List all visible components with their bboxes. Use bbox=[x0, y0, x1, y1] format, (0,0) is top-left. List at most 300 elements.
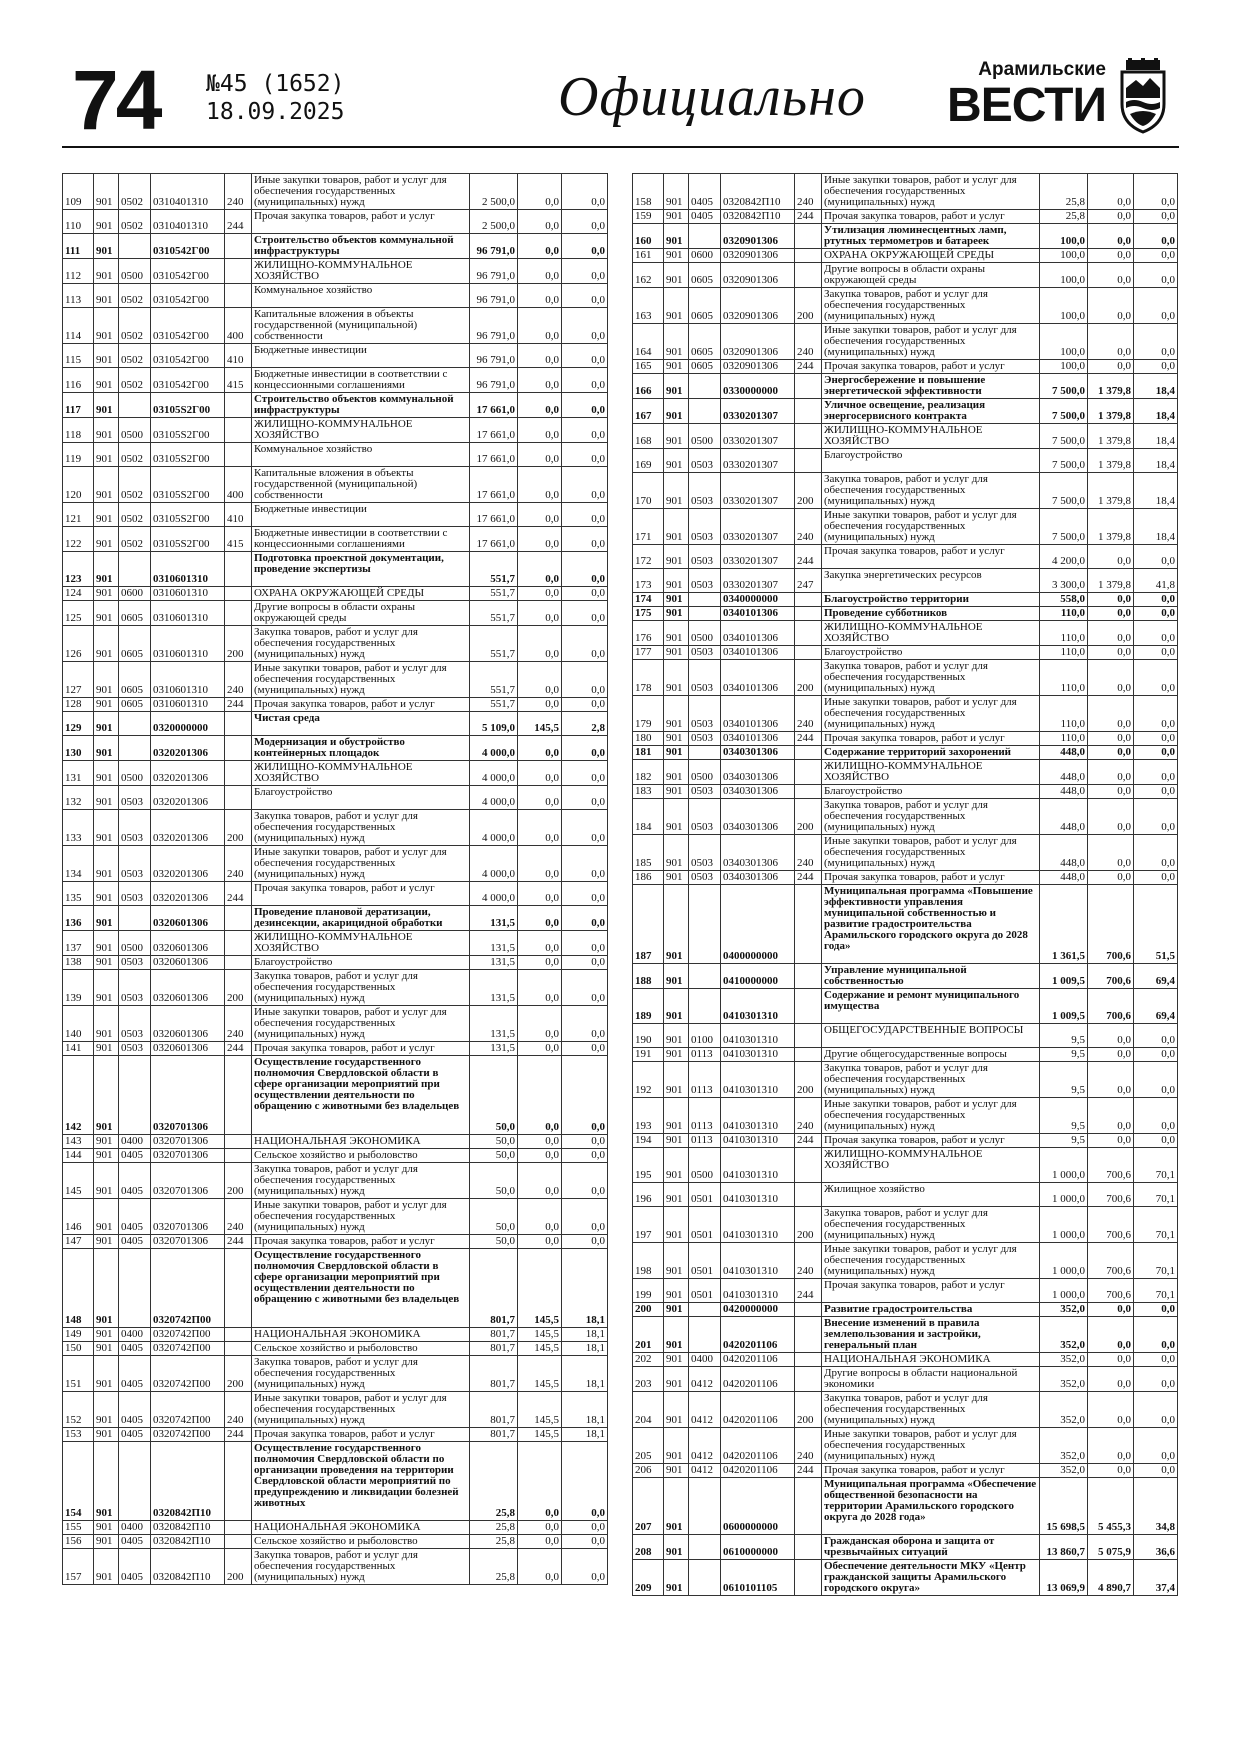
section-code bbox=[119, 1442, 151, 1521]
table-row bbox=[63, 1249, 608, 1328]
planned-amount: 17 661,0 bbox=[470, 467, 518, 503]
expense-type-code bbox=[225, 786, 252, 810]
section-code: 0605 bbox=[119, 662, 151, 698]
target-article-code: 0320201306 bbox=[151, 882, 225, 906]
planned-amount: 15 698,5 bbox=[1040, 1478, 1088, 1535]
section-code: 0605 bbox=[119, 698, 151, 712]
execution-percent: 70,1 bbox=[1134, 1148, 1178, 1183]
target-article-code: 0410301310 bbox=[721, 989, 795, 1024]
planned-amount: 801,7 bbox=[470, 1356, 518, 1392]
row-name: Муниципальная программа «Повышение эффективности управления муниципальной собственностью и развитие градостроительства Арамильского городского округа до 2028 года» bbox=[822, 885, 1040, 964]
executed-amount: 0,0 bbox=[518, 234, 562, 259]
execution-percent: 0,0 bbox=[1134, 660, 1178, 696]
row-number: 190 bbox=[633, 1024, 664, 1048]
target-article-code: 0410301310 bbox=[721, 1243, 795, 1279]
planned-amount: 7 500,0 bbox=[1040, 374, 1088, 399]
row-name: Закупка энергетических ресурсов bbox=[822, 569, 1040, 593]
target-article-code: 0320201306 bbox=[151, 810, 225, 846]
execution-percent: 18,4 bbox=[1134, 399, 1178, 424]
admin-code: 901 bbox=[664, 732, 689, 746]
table-row bbox=[63, 1535, 608, 1549]
executed-amount: 0,0 bbox=[518, 1163, 562, 1199]
executed-amount: 0,0 bbox=[1088, 607, 1134, 621]
section-code bbox=[689, 1560, 721, 1596]
section-code bbox=[689, 989, 721, 1024]
planned-amount: 13 069,9 bbox=[1040, 1560, 1088, 1596]
target-article-code: 0310601310 bbox=[151, 662, 225, 698]
row-name: Прочая закупка товаров, работ и услуг bbox=[822, 732, 1040, 746]
admin-code: 901 bbox=[94, 786, 119, 810]
target-article-code: 0320842П10 bbox=[721, 174, 795, 210]
row-number: 207 bbox=[633, 1478, 664, 1535]
target-article-code: 0420201106 bbox=[721, 1464, 795, 1478]
row-number: 145 bbox=[63, 1163, 94, 1199]
execution-percent: 18,1 bbox=[562, 1342, 608, 1356]
row-number: 117 bbox=[63, 393, 94, 418]
row-number: 167 bbox=[633, 399, 664, 424]
execution-percent: 0,0 bbox=[1134, 593, 1178, 607]
table-row bbox=[63, 761, 608, 786]
row-number: 172 bbox=[633, 545, 664, 569]
execution-percent: 18,4 bbox=[1134, 424, 1178, 449]
planned-amount: 50,0 bbox=[470, 1235, 518, 1249]
row-number: 184 bbox=[633, 799, 664, 835]
table-row bbox=[63, 1328, 608, 1342]
section-code bbox=[689, 885, 721, 964]
executed-amount: 700,6 bbox=[1088, 1207, 1134, 1243]
row-name: Сельское хозяйство и рыболовство bbox=[252, 1342, 470, 1356]
executed-amount: 0,0 bbox=[518, 1549, 562, 1585]
admin-code: 901 bbox=[664, 1303, 689, 1317]
row-name: Иные закупки товаров, работ и услуг для обеспечения государственных (муниципальных) нужд bbox=[252, 1392, 470, 1428]
row-number: 120 bbox=[63, 467, 94, 503]
executed-amount: 145,5 bbox=[518, 1392, 562, 1428]
table-row bbox=[63, 1235, 608, 1249]
newspaper-logo bbox=[946, 56, 1172, 134]
row-name: Закупка товаров, работ и услуг для обеспечения государственных (муниципальных) нужд bbox=[822, 1062, 1040, 1098]
executed-amount: 700,6 bbox=[1088, 964, 1134, 989]
expense-type-code bbox=[795, 263, 822, 288]
expense-type-code bbox=[225, 1328, 252, 1342]
section-code: 0113 bbox=[689, 1098, 721, 1134]
row-name: Муниципальная программа «Обеспечение общественной безопасности на территории Арамильского городского округа до 2028 года» bbox=[822, 1478, 1040, 1535]
section-code: 0503 bbox=[119, 1006, 151, 1042]
execution-percent: 0,0 bbox=[1134, 732, 1178, 746]
admin-code: 901 bbox=[94, 1042, 119, 1056]
table-row bbox=[63, 882, 608, 906]
admin-code: 901 bbox=[94, 1535, 119, 1549]
executed-amount: 0,0 bbox=[1088, 593, 1134, 607]
row-name: Иные закупки товаров, работ и услуг для обеспечения государственных (муниципальных) нужд bbox=[822, 835, 1040, 871]
table-row bbox=[63, 234, 608, 259]
row-number: 139 bbox=[63, 970, 94, 1006]
planned-amount: 551,7 bbox=[470, 552, 518, 587]
executed-amount: 700,6 bbox=[1088, 1279, 1134, 1303]
execution-percent: 0,0 bbox=[1134, 1317, 1178, 1353]
section-code: 0503 bbox=[689, 509, 721, 545]
planned-amount: 352,0 bbox=[1040, 1464, 1088, 1478]
target-article-code: 0320601306 bbox=[151, 956, 225, 970]
planned-amount: 1 000,0 bbox=[1040, 1183, 1088, 1207]
planned-amount: 9,5 bbox=[1040, 1062, 1088, 1098]
row-number: 178 bbox=[633, 660, 664, 696]
planned-amount: 110,0 bbox=[1040, 646, 1088, 660]
expense-type-code: 400 bbox=[225, 467, 252, 503]
planned-amount: 110,0 bbox=[1040, 696, 1088, 732]
planned-amount: 17 661,0 bbox=[470, 527, 518, 552]
admin-code: 901 bbox=[664, 249, 689, 263]
planned-amount: 7 500,0 bbox=[1040, 473, 1088, 509]
execution-percent: 0,0 bbox=[562, 284, 608, 308]
expense-type-code bbox=[795, 1535, 822, 1560]
execution-percent: 18,4 bbox=[1134, 473, 1178, 509]
row-name: Иные закупки товаров, работ и услуг для обеспечения государственных (муниципальных) нужд bbox=[822, 324, 1040, 360]
row-number: 110 bbox=[63, 210, 94, 234]
table-row bbox=[63, 1521, 608, 1535]
execution-percent: 0,0 bbox=[1134, 1134, 1178, 1148]
row-name: ОХРАНА ОКРУЖАЮЩЕЙ СРЕДЫ bbox=[252, 587, 470, 601]
expense-type-code bbox=[795, 1478, 822, 1535]
admin-code: 901 bbox=[94, 467, 119, 503]
section-code: 0500 bbox=[119, 418, 151, 443]
row-number: 114 bbox=[63, 308, 94, 344]
expense-type-code: 240 bbox=[795, 174, 822, 210]
section-code: 0100 bbox=[689, 1024, 721, 1048]
table-row bbox=[63, 1163, 608, 1199]
target-article-code: 0340301306 bbox=[721, 746, 795, 760]
executed-amount: 0,0 bbox=[1088, 360, 1134, 374]
budget-table-left bbox=[62, 173, 608, 1585]
row-name: НАЦИОНАЛЬНАЯ ЭКОНОМИКА bbox=[822, 1353, 1040, 1367]
row-name: Благоустройство территории bbox=[822, 593, 1040, 607]
target-article-code: 0320701306 bbox=[151, 1163, 225, 1199]
section-code: 0605 bbox=[689, 288, 721, 324]
planned-amount: 1 009,5 bbox=[1040, 964, 1088, 989]
execution-percent: 0,0 bbox=[562, 662, 608, 698]
row-number: 122 bbox=[63, 527, 94, 552]
admin-code: 901 bbox=[94, 1521, 119, 1535]
execution-percent: 0,0 bbox=[1134, 871, 1178, 885]
section-code: 0400 bbox=[119, 1328, 151, 1342]
row-number: 199 bbox=[633, 1279, 664, 1303]
table-row bbox=[633, 1098, 1178, 1134]
target-article-code: 0320901306 bbox=[721, 288, 795, 324]
row-name: Закупка товаров, работ и услуг для обеспечения государственных (муниципальных) нужд bbox=[252, 970, 470, 1006]
row-name: Бюджетные инвестиции в соответствии с концессионными соглашениями bbox=[252, 527, 470, 552]
admin-code: 901 bbox=[94, 284, 119, 308]
target-article-code: 0330201307 bbox=[721, 569, 795, 593]
row-name: Закупка товаров, работ и услуг для обеспечения государственных (муниципальных) нужд bbox=[822, 1392, 1040, 1428]
executed-amount: 0,0 bbox=[518, 552, 562, 587]
planned-amount: 131,5 bbox=[470, 970, 518, 1006]
planned-amount: 801,7 bbox=[470, 1342, 518, 1356]
section-code bbox=[689, 1303, 721, 1317]
row-number: 143 bbox=[63, 1135, 94, 1149]
section-code bbox=[119, 736, 151, 761]
section-code: 0502 bbox=[119, 503, 151, 527]
target-article-code: 0320201306 bbox=[151, 786, 225, 810]
planned-amount: 551,7 bbox=[470, 587, 518, 601]
table-row bbox=[633, 871, 1178, 885]
executed-amount: 0,0 bbox=[518, 662, 562, 698]
row-number: 198 bbox=[633, 1243, 664, 1279]
execution-percent: 70,1 bbox=[1134, 1279, 1178, 1303]
row-number: 144 bbox=[63, 1149, 94, 1163]
admin-code: 901 bbox=[664, 1134, 689, 1148]
admin-code: 901 bbox=[664, 360, 689, 374]
target-article-code: 0340301306 bbox=[721, 871, 795, 885]
row-name: Бюджетные инвестиции bbox=[252, 503, 470, 527]
row-number: 181 bbox=[633, 746, 664, 760]
row-name: Иные закупки товаров, работ и услуг для обеспечения государственных (муниципальных) нужд bbox=[822, 174, 1040, 210]
admin-code: 901 bbox=[664, 263, 689, 288]
planned-amount: 448,0 bbox=[1040, 835, 1088, 871]
admin-code: 901 bbox=[664, 288, 689, 324]
admin-code: 901 bbox=[94, 1006, 119, 1042]
target-article-code: 0410301310 bbox=[721, 1098, 795, 1134]
execution-percent: 69,4 bbox=[1134, 964, 1178, 989]
logo-bottom-text: ВЕСТИ bbox=[947, 79, 1106, 132]
target-article-code: 0340301306 bbox=[721, 799, 795, 835]
table-row bbox=[633, 835, 1178, 871]
table-row bbox=[633, 1243, 1178, 1279]
expense-type-code bbox=[225, 587, 252, 601]
section-code bbox=[689, 1317, 721, 1353]
row-name: Закупка товаров, работ и услуг для обеспечения государственных (муниципальных) нужд bbox=[252, 1549, 470, 1585]
row-name: Прочая закупка товаров, работ и услуг bbox=[822, 871, 1040, 885]
row-number: 155 bbox=[63, 1521, 94, 1535]
target-article-code: 0320742П00 bbox=[151, 1328, 225, 1342]
execution-percent: 0,0 bbox=[1134, 799, 1178, 835]
table-row bbox=[63, 1199, 608, 1235]
admin-code: 901 bbox=[94, 527, 119, 552]
target-article-code: 0330201307 bbox=[721, 424, 795, 449]
row-number: 121 bbox=[63, 503, 94, 527]
section-code: 0503 bbox=[119, 1042, 151, 1056]
section-code: 0605 bbox=[119, 601, 151, 626]
executed-amount: 0,0 bbox=[518, 418, 562, 443]
expense-type-code: 200 bbox=[795, 1207, 822, 1243]
execution-percent: 2,8 bbox=[562, 712, 608, 736]
target-article-code: 0320701306 bbox=[151, 1135, 225, 1149]
row-number: 112 bbox=[63, 259, 94, 284]
section-code: 0400 bbox=[119, 1135, 151, 1149]
admin-code: 901 bbox=[664, 760, 689, 785]
row-name: Прочая закупка товаров, работ и услуг bbox=[822, 210, 1040, 224]
expense-type-code: 240 bbox=[225, 1392, 252, 1428]
target-article-code: 0310401310 bbox=[151, 174, 225, 210]
row-name: Прочая закупка товаров, работ и услуг bbox=[252, 698, 470, 712]
executed-amount: 0,0 bbox=[518, 1149, 562, 1163]
target-article-code: 0320901306 bbox=[721, 249, 795, 263]
execution-percent: 0,0 bbox=[1134, 696, 1178, 732]
executed-amount: 4 890,7 bbox=[1088, 1560, 1134, 1596]
target-article-code: 0410301310 bbox=[721, 1279, 795, 1303]
execution-percent: 0,0 bbox=[1134, 174, 1178, 210]
row-name: Прочая закупка товаров, работ и услуг bbox=[252, 1235, 470, 1249]
row-name: Иные закупки товаров, работ и услуг для обеспечения государственных (муниципальных) нужд bbox=[252, 1006, 470, 1042]
admin-code: 901 bbox=[664, 1367, 689, 1392]
table-row bbox=[63, 467, 608, 503]
target-article-code: 0320901306 bbox=[721, 263, 795, 288]
section-code bbox=[689, 374, 721, 399]
executed-amount: 145,5 bbox=[518, 1342, 562, 1356]
section-code bbox=[689, 224, 721, 249]
executed-amount: 1 379,8 bbox=[1088, 473, 1134, 509]
admin-code: 901 bbox=[94, 970, 119, 1006]
section-code bbox=[689, 1535, 721, 1560]
executed-amount: 0,0 bbox=[518, 626, 562, 662]
row-name: Иные закупки товаров, работ и услуг для обеспечения государственных (муниципальных) нужд bbox=[252, 846, 470, 882]
admin-code: 901 bbox=[94, 601, 119, 626]
table-row bbox=[633, 249, 1178, 263]
executed-amount: 0,0 bbox=[1088, 799, 1134, 835]
execution-percent: 0,0 bbox=[562, 1442, 608, 1521]
row-name: Содержание территорий захоронений bbox=[822, 746, 1040, 760]
planned-amount: 25,8 bbox=[470, 1535, 518, 1549]
admin-code: 901 bbox=[664, 1183, 689, 1207]
admin-code: 901 bbox=[94, 626, 119, 662]
execution-percent: 18,4 bbox=[1134, 449, 1178, 473]
planned-amount: 4 000,0 bbox=[470, 810, 518, 846]
row-name: Закупка товаров, работ и услуг для обеспечения государственных (муниципальных) нужд bbox=[252, 1163, 470, 1199]
target-article-code: 0310542Г00 bbox=[151, 234, 225, 259]
row-number: 151 bbox=[63, 1356, 94, 1392]
row-number: 152 bbox=[63, 1392, 94, 1428]
target-article-code: 0410301310 bbox=[721, 1062, 795, 1098]
execution-percent: 0,0 bbox=[562, 1235, 608, 1249]
execution-percent: 18,1 bbox=[562, 1392, 608, 1428]
row-name: Прочая закупка товаров, работ и услуг bbox=[822, 1464, 1040, 1478]
issue-info bbox=[206, 70, 344, 126]
section-code: 0503 bbox=[689, 449, 721, 473]
executed-amount: 0,0 bbox=[1088, 732, 1134, 746]
planned-amount: 4 200,0 bbox=[1040, 545, 1088, 569]
executed-amount: 0,0 bbox=[1088, 871, 1134, 885]
execution-percent: 34,8 bbox=[1134, 1478, 1178, 1535]
admin-code: 901 bbox=[94, 344, 119, 368]
row-name: Сельское хозяйство и рыболовство bbox=[252, 1535, 470, 1549]
target-article-code: 0340301306 bbox=[721, 760, 795, 785]
executed-amount: 0,0 bbox=[1088, 210, 1134, 224]
table-row bbox=[633, 288, 1178, 324]
target-article-code: 0320742П00 bbox=[151, 1342, 225, 1356]
planned-amount: 4 000,0 bbox=[470, 846, 518, 882]
table-row bbox=[633, 1317, 1178, 1353]
planned-amount: 50,0 bbox=[470, 1149, 518, 1163]
table-row bbox=[63, 587, 608, 601]
table-row bbox=[633, 174, 1178, 210]
expense-type-code: 244 bbox=[225, 698, 252, 712]
execution-percent: 0,0 bbox=[562, 393, 608, 418]
section-code bbox=[689, 1478, 721, 1535]
planned-amount: 352,0 bbox=[1040, 1317, 1088, 1353]
admin-code: 901 bbox=[664, 1279, 689, 1303]
row-name: Внесение изменений в правила землепользования и застройки, генеральный план bbox=[822, 1317, 1040, 1353]
table-row bbox=[633, 210, 1178, 224]
row-name: Управление муниципальной собственностью bbox=[822, 964, 1040, 989]
expense-type-code: 200 bbox=[795, 1062, 822, 1098]
table-row bbox=[63, 956, 608, 970]
execution-percent: 0,0 bbox=[562, 761, 608, 786]
row-number: 201 bbox=[633, 1317, 664, 1353]
execution-percent: 0,0 bbox=[1134, 1392, 1178, 1428]
section-code: 0500 bbox=[689, 760, 721, 785]
target-article-code: 0320742П00 bbox=[151, 1356, 225, 1392]
table-row bbox=[633, 1353, 1178, 1367]
planned-amount: 96 791,0 bbox=[470, 308, 518, 344]
section-code: 0600 bbox=[689, 249, 721, 263]
executed-amount: 0,0 bbox=[1088, 1303, 1134, 1317]
section-code: 0503 bbox=[689, 646, 721, 660]
target-article-code: 03105S2Г00 bbox=[151, 503, 225, 527]
expense-type-code bbox=[225, 906, 252, 931]
executed-amount: 0,0 bbox=[518, 1056, 562, 1135]
executed-amount: 0,0 bbox=[1088, 1317, 1134, 1353]
target-article-code: 0320742П00 bbox=[151, 1249, 225, 1328]
planned-amount: 50,0 bbox=[470, 1163, 518, 1199]
expense-type-code: 240 bbox=[795, 324, 822, 360]
executed-amount: 0,0 bbox=[1088, 746, 1134, 760]
row-name: Прочая закупка товаров, работ и услуг bbox=[822, 360, 1040, 374]
row-number: 209 bbox=[633, 1560, 664, 1596]
execution-percent: 0,0 bbox=[562, 1199, 608, 1235]
row-number: 137 bbox=[63, 931, 94, 956]
table-row bbox=[633, 473, 1178, 509]
row-name: Сельское хозяйство и рыболовство bbox=[252, 1149, 470, 1163]
target-article-code: 0600000000 bbox=[721, 1478, 795, 1535]
planned-amount: 7 500,0 bbox=[1040, 424, 1088, 449]
expense-type-code bbox=[225, 712, 252, 736]
target-article-code: 0410000000 bbox=[721, 964, 795, 989]
expense-type-code bbox=[225, 736, 252, 761]
executed-amount: 0,0 bbox=[518, 1135, 562, 1149]
target-article-code: 0420201106 bbox=[721, 1317, 795, 1353]
row-number: 191 bbox=[633, 1048, 664, 1062]
execution-percent: 0,0 bbox=[562, 418, 608, 443]
row-number: 187 bbox=[633, 885, 664, 964]
row-name: Иные закупки товаров, работ и услуг для обеспечения государственных (муниципальных) нужд bbox=[822, 1428, 1040, 1464]
section-code: 0502 bbox=[119, 368, 151, 393]
expense-type-code: 244 bbox=[795, 210, 822, 224]
planned-amount: 551,7 bbox=[470, 601, 518, 626]
section-code bbox=[119, 1249, 151, 1328]
admin-code: 901 bbox=[664, 569, 689, 593]
row-name: Содержание и ремонт муниципального имущества bbox=[822, 989, 1040, 1024]
row-number: 140 bbox=[63, 1006, 94, 1042]
row-number: 186 bbox=[633, 871, 664, 885]
table-row bbox=[633, 1062, 1178, 1098]
target-article-code: 0410301310 bbox=[721, 1183, 795, 1207]
executed-amount: 0,0 bbox=[1088, 174, 1134, 210]
planned-amount: 1 009,5 bbox=[1040, 989, 1088, 1024]
row-name: ЖИЛИЩНО-КОММУНАЛЬНОЕ ХОЗЯЙСТВО bbox=[822, 760, 1040, 785]
expense-type-code: 244 bbox=[795, 360, 822, 374]
header-rule bbox=[62, 146, 1179, 148]
row-name: ОБЩЕГОСУДАРСТВЕННЫЕ ВОПРОСЫ bbox=[822, 1024, 1040, 1048]
row-number: 182 bbox=[633, 760, 664, 785]
execution-percent: 41,8 bbox=[1134, 569, 1178, 593]
table-row bbox=[63, 418, 608, 443]
row-name: Бюджетные инвестиции bbox=[252, 344, 470, 368]
issue-number: №45 (1652) bbox=[206, 71, 345, 97]
admin-code: 901 bbox=[664, 1428, 689, 1464]
planned-amount: 7 500,0 bbox=[1040, 399, 1088, 424]
target-article-code: 0320000000 bbox=[151, 712, 225, 736]
section-code: 0405 bbox=[119, 1535, 151, 1549]
target-article-code: 0320901306 bbox=[721, 224, 795, 249]
executed-amount: 0,0 bbox=[1088, 696, 1134, 732]
